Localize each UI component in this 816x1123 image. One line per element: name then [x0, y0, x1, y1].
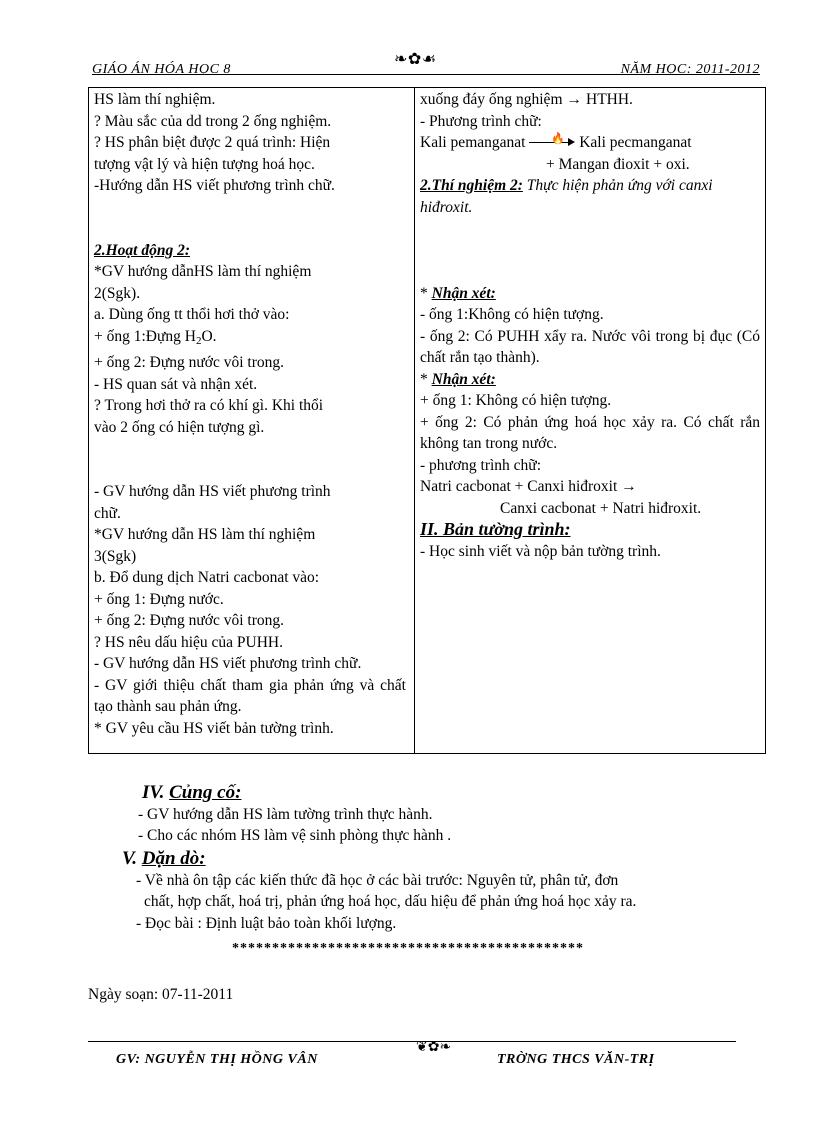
header-rule [92, 74, 760, 75]
teacher-activities-column [94, 89, 406, 739]
header-ornament-icon: ❧✿☙ [394, 51, 437, 68]
observation-2-heading: * Nhận xét: [420, 370, 496, 388]
page-header [92, 51, 760, 77]
c2-line: - phương trình chữ: [420, 456, 541, 474]
activity-2-heading: 2.Hoạt động 2: [94, 241, 191, 259]
c2-para: - ống 2: Có PUHH xẩy ra. Nước vôi trong bị đục (Có chất rắn tạo thành). [420, 327, 760, 366]
observation-1-heading: * Nhận xét: [420, 284, 496, 302]
c1-line: 3(Sgk) [94, 547, 137, 565]
c1-line: b. Đổ dung dịch Natri cacbonat vào: [94, 569, 320, 586]
c2-line: - Phương trình chữ: [420, 112, 542, 130]
c1-line: + ống 2: Đựng nước vôi trong. [94, 612, 285, 629]
c1-line: - HS quan sát và nhận xét. [94, 375, 258, 393]
c1-line: + ống 2: Đựng nước vôi trong. [94, 354, 285, 371]
c1-line: * GV yêu cầu HS viết bản tường trình. [94, 719, 334, 737]
footer-rule [88, 1041, 736, 1042]
c1-line: a. Dùng ống tt thổi hơi thở vào: [94, 306, 290, 323]
section-5-heading: V. Dặn dò: [122, 848, 206, 869]
c1-line: HS làm thí nghiệm. [94, 91, 216, 108]
c1-line: ? Màu sắc của dd trong 2 ống nghiệm. [94, 112, 332, 130]
footer-school: TRỜNG THCS VĂN-TRỊ [497, 1052, 655, 1067]
section-2-heading: II. Bản tường trình: [420, 519, 571, 539]
c2-line-hthh: xuống đáy ống nghiệm → HTHH. [420, 89, 760, 111]
section-5-line: - Về nhà ôn tập các kiến thức đã học ở các bài trước: Nguyên tử, phân tử, đơn [136, 871, 619, 889]
c2-equation-2: Natri cacbonat + Canxi hiđroxit → [420, 476, 760, 498]
right-arrow-icon: → [621, 478, 637, 495]
footer-teacher: GV: NGUYỄN THỊ HỒNG VÂN [116, 1052, 318, 1067]
c2-line: - ống 1:Không có hiện tượng. [420, 306, 604, 323]
c1-line: 2(Sgk). [94, 284, 141, 302]
c1-line: chữ. [94, 504, 121, 522]
c2-para: + ống 2: Có phản ứng hoá học xảy ra. Có chất rắn không tan trong nước. [420, 413, 760, 452]
c1-line: *GV hướng dẫnHS làm thí nghiệm [94, 263, 312, 280]
section-5-line: chất, hợp chất, hoá trị, phản ứng hoá học, dấu hiệu để phản ứng hoá học xảy ra. [144, 893, 637, 910]
c1-line: + ống 1: Đựng nước. [94, 590, 224, 608]
c2-line: + ống 1: Không có hiện tượng. [420, 392, 612, 409]
experiment-2-heading: 2.Thí nghiệm 2: Thực hiện phản ứng với canxi hiđroxit. [420, 177, 713, 216]
c1-para: - GV hướng dẫn HS viết phương trình chữ. [94, 655, 362, 672]
section-4-line: - GV hướng dẫn HS làm tường trình thực hành. [138, 805, 433, 823]
section-4-line: - Cho các nhóm HS làm vệ sinh phòng thực hành . [138, 827, 452, 844]
header-school-year: NĂM HỌC: 2011-2012 [620, 62, 760, 77]
c1-line: -Hướng dẫn HS viết phương trình chữ. [94, 177, 335, 194]
c1-line: *GV hướng dẫn HS làm thí nghiệm [94, 526, 316, 543]
c1-para: - GV giới thiệu chất tham gia phản ứng và chất tạo thành sau phản ứng. [94, 676, 406, 715]
c2-line: - Học sinh viết và nộp bản tường trình. [420, 542, 661, 560]
c1-line: tượng vật lý và hiện tượng hoá học. [94, 155, 315, 173]
column-divider [414, 88, 415, 753]
c1-line: ? HS phân biệt được 2 quá trình: Hiện [94, 134, 331, 151]
c1-line: ? HS nêu dấu hiệu của PUHH. [94, 633, 283, 651]
c1-line: - GV hướng dẫn HS viết phương trình [94, 483, 331, 500]
section-5 [122, 848, 762, 934]
section-4 [138, 782, 768, 847]
c2-equation-1: Kali pemanganat 🔥 Kali pecmanganat [420, 133, 692, 151]
star-separator: ******************************************** [232, 941, 584, 956]
header-subject: GIÁO ÁN HÓA HỌC 8 [92, 62, 231, 77]
c2-equation-1-cont: + Mangan đioxit + oxi. [546, 155, 690, 173]
flame-arrow-icon: 🔥 [529, 138, 575, 148]
right-arrow-icon: → [566, 91, 582, 108]
c2-equation-2-cont: Canxi cacbonat + Natri hiđroxit. [500, 499, 702, 517]
c1-line: vào 2 ống có hiện tượng gì. [94, 418, 265, 436]
preparation-date: Ngày soạn: 07-11-2011 [88, 986, 234, 1003]
footer-ornament-icon: ❦✿❧ [416, 1040, 452, 1055]
lesson-table [88, 87, 766, 754]
section-5-line: - Đọc bài : Định luật bảo toàn khối lượng. [136, 914, 397, 932]
c1-line: ? Trong hơi thở ra có khí gì. Khi thổi [94, 397, 324, 414]
content-column [420, 89, 760, 562]
section-4-heading: IV. Củng cố: [142, 782, 242, 803]
c1-line-h2o: + ống 1:Đựng $H_2O$. [94, 327, 217, 347]
